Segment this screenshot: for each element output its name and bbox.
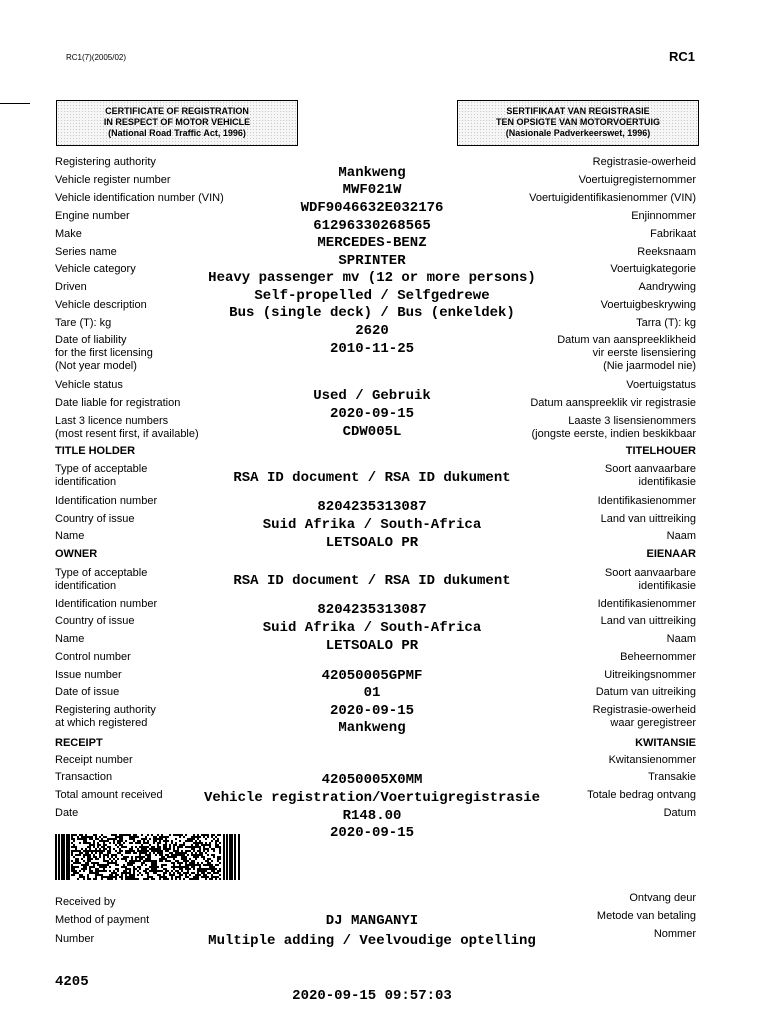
value-series-name: SPRINTER: [338, 253, 406, 269]
label-af-uitreikingsnommer: Uitreikingsnommer: [604, 669, 696, 681]
margin-rule: [0, 103, 30, 104]
value-owner-id-number: 8204235313087: [317, 602, 427, 618]
label-th-id-number: Identification number: [55, 495, 158, 507]
form-id: RC1: [668, 49, 695, 64]
label-af-owner-id-type: Soort aanvaarbare identifikasie: [604, 567, 696, 592]
value-vin: WDF9046632E032176: [300, 200, 444, 216]
label-af-beheernommer: Beheernommer: [620, 651, 696, 663]
label-date-of-liability: Date of liability for the first licensing (Not year model): [55, 334, 153, 372]
label-af-th-id-type: Soort aanvaarbare identifikasie: [604, 463, 696, 488]
eienaar-heading: EIENAAR: [646, 548, 696, 560]
label-tare: Tare (T): kg: [55, 317, 112, 329]
label-af-voertuigregisternommer: Voertuigregisternommer: [578, 174, 696, 186]
label-af-kwitansienommer: Kwitansienommer: [608, 754, 696, 766]
label-af-voertuigbeskrywing: Voertuigbeskrywing: [600, 299, 696, 311]
label-control-number: Control number: [55, 651, 131, 663]
label-th-id-type: Type of acceptable identification: [55, 463, 148, 488]
title-holder-heading: TITLE HOLDER: [55, 445, 136, 457]
label-af-th-country: Land van uittreiking: [600, 513, 696, 525]
label-af-reeksnaam: Reeksnaam: [637, 246, 696, 258]
label-af-voertuigkategorie: Voertuigkategorie: [610, 263, 696, 275]
value-owner-country: Suid Afrika / South-Africa: [262, 620, 482, 636]
kwitansie-heading: KWITANSIE: [635, 737, 696, 749]
office-code: 4205: [55, 974, 89, 990]
label-af-registrasie-owerheid: Registrasie-owerheid: [592, 156, 696, 168]
titelhouer-heading: TITELHOUER: [625, 445, 696, 457]
label-registering-authority-registered: Registering authority at which registered: [55, 704, 156, 729]
value-th-id-type: RSA ID document / RSA ID dukument: [233, 470, 511, 486]
label-af-voertuigstatus: Voertuigstatus: [626, 379, 696, 391]
label-owner-id-number: Identification number: [55, 598, 158, 610]
label-th-country: Country of issue: [55, 513, 135, 525]
label-date-of-issue: Date of issue: [55, 686, 120, 698]
owner-heading: OWNER: [55, 548, 98, 560]
label-series-name: Series name: [55, 246, 117, 258]
value-engine-number: 61296330268565: [313, 218, 431, 234]
value-transaction: Vehicle registration/Voertuigregistrasie: [203, 790, 541, 806]
receipt-heading: RECEIPT: [55, 737, 103, 749]
value-issue-number: 01: [363, 685, 381, 701]
value-last-licence-numbers: CDW005L: [342, 424, 402, 440]
value-control-number: 42050005GPMF: [321, 668, 423, 684]
label-transaction: Transaction: [55, 771, 113, 783]
cert-en-line-3: (National Road Traffic Act, 1996): [108, 128, 246, 138]
label-af-th-id-number: Identifikasienommer: [597, 495, 696, 507]
label-vehicle-description: Vehicle description: [55, 299, 147, 311]
value-tare: 2620: [355, 323, 389, 339]
label-af-metode-betaling: Metode van betaling: [596, 910, 696, 922]
value-total-amount: R148.00: [342, 808, 402, 824]
label-af-owner-id-number: Identifikasienommer: [597, 598, 696, 610]
value-th-country: Suid Afrika / South-Africa: [262, 517, 482, 533]
label-af-lisensienommers: Laaste 3 lisensienommers (jongste eerste, indien beskikbaar: [531, 415, 696, 440]
label-total-amount: Total amount received: [55, 789, 163, 801]
label-vehicle-register-number: Vehicle register number: [55, 174, 171, 186]
label-owner-name: Name: [55, 633, 85, 645]
label-af-owner-country: Land van uittreiking: [600, 615, 696, 627]
value-owner-name: LETSOALO PR: [325, 638, 419, 654]
value-registering-authority-registered: Mankweng: [338, 720, 406, 736]
label-af-enjinnommer: Enjinnommer: [631, 210, 696, 222]
label-registering-authority: Registering authority: [55, 156, 156, 168]
label-th-name: Name: [55, 530, 85, 542]
label-af-th-name: Naam: [666, 530, 696, 542]
cert-af-line-1: SERTIFIKAAT VAN REGISTRASIE: [506, 106, 650, 116]
cert-en-line-2: IN RESPECT OF MOTOR VEHICLE: [103, 117, 251, 127]
label-af-aandrywing: Aandrywing: [638, 281, 696, 293]
label-method-of-payment: Method of payment: [55, 914, 150, 926]
label-owner-country: Country of issue: [55, 615, 135, 627]
value-vehicle-status: Used / Gebruik: [313, 388, 431, 404]
label-last-licence-numbers: Last 3 licence numbers (most resent first, if available): [55, 415, 199, 440]
value-register-number: MWF021W: [342, 182, 402, 198]
certificate-box-english: [56, 100, 298, 146]
label-driven: Driven: [55, 281, 87, 293]
certificate-box-afrikaans: [457, 100, 699, 146]
label-af-totale-bedrag: Totale bedrag ontvang: [587, 789, 696, 801]
label-af-vin: Voertuigidentifikasienommer (VIN): [529, 192, 696, 204]
label-vehicle-category: Vehicle category: [55, 263, 136, 275]
cert-en-line-1: CERTIFICATE OF REGISTRATION: [105, 106, 249, 116]
label-issue-number: Issue number: [55, 669, 122, 681]
cert-af-line-3: (Nasionale Padverkeerswet, 1996): [505, 128, 651, 138]
label-payment-number: Number: [55, 933, 95, 945]
cert-af-line-2: TEN OPSIGTE VAN MOTORVOERTUIG: [495, 117, 661, 127]
label-received-by: Received by: [55, 896, 116, 908]
print-timestamp: 2020-09-15 09:57:03: [292, 988, 452, 1004]
value-make: MERCEDES-BENZ: [317, 235, 427, 251]
label-engine-number: Engine number: [55, 210, 130, 222]
value-date-of-liability: 2010-11-25: [329, 341, 414, 357]
label-af-ontvang-deur: Ontvang deur: [629, 892, 696, 904]
value-date-of-issue: 2020-09-15: [329, 703, 414, 719]
label-receipt-date: Date: [55, 807, 79, 819]
label-vin: Vehicle identification number (VIN): [55, 192, 224, 204]
value-receipt-number: 42050005X0MM: [321, 772, 423, 788]
label-af-registrasie-owerheid-geregistreer: Registrasie-owerheid waar geregistreer: [592, 704, 696, 729]
value-vehicle-category: Heavy passenger mv (12 or more persons): [208, 270, 536, 286]
label-receipt-number: Receipt number: [55, 754, 133, 766]
label-af-datum-uitreiking: Datum van uitreiking: [595, 686, 696, 698]
label-af-datum-aanspreeklik: Datum aanspreeklik vir registrasie: [530, 397, 696, 409]
label-af-tarra: Tarra (T): kg: [636, 317, 696, 329]
value-date-liable-registration: 2020-09-15: [329, 406, 414, 422]
value-th-name: LETSOALO PR: [325, 535, 419, 551]
label-af-aanspreeklikheid: Datum van aanspreeklikheid vir eerste lisensiering (Nie jaarmodel nie): [557, 334, 696, 372]
label-vehicle-status: Vehicle status: [55, 379, 123, 391]
form-code: RC1(7)(2005/02): [66, 53, 127, 62]
label-date-liable-registration: Date liable for registration: [55, 397, 181, 409]
value-th-id-number: 8204235313087: [317, 499, 427, 515]
value-registering-authority: Mankweng: [338, 165, 406, 181]
value-vehicle-description: Bus (single deck) / Bus (enkeldek): [229, 305, 515, 321]
label-af-nommer: Nommer: [653, 928, 696, 940]
value-method-of-payment: Multiple adding / Veelvoudige optelling: [208, 933, 536, 949]
barcode: [55, 834, 241, 880]
value-owner-id-type: RSA ID document / RSA ID dukument: [233, 573, 511, 589]
value-receipt-date: 2020-09-15: [329, 825, 414, 841]
value-driven: Self-propelled / Selfgedrewe: [254, 288, 490, 304]
label-af-fabrikaat: Fabrikaat: [650, 228, 696, 240]
label-af-transakie: Transakie: [648, 771, 696, 783]
value-received-by: DJ MANGANYI: [325, 913, 419, 929]
label-make: Make: [55, 228, 82, 240]
label-af-receipt-datum: Datum: [663, 807, 696, 819]
label-af-owner-name: Naam: [666, 633, 696, 645]
label-owner-id-type: Type of acceptable identification: [55, 567, 148, 592]
